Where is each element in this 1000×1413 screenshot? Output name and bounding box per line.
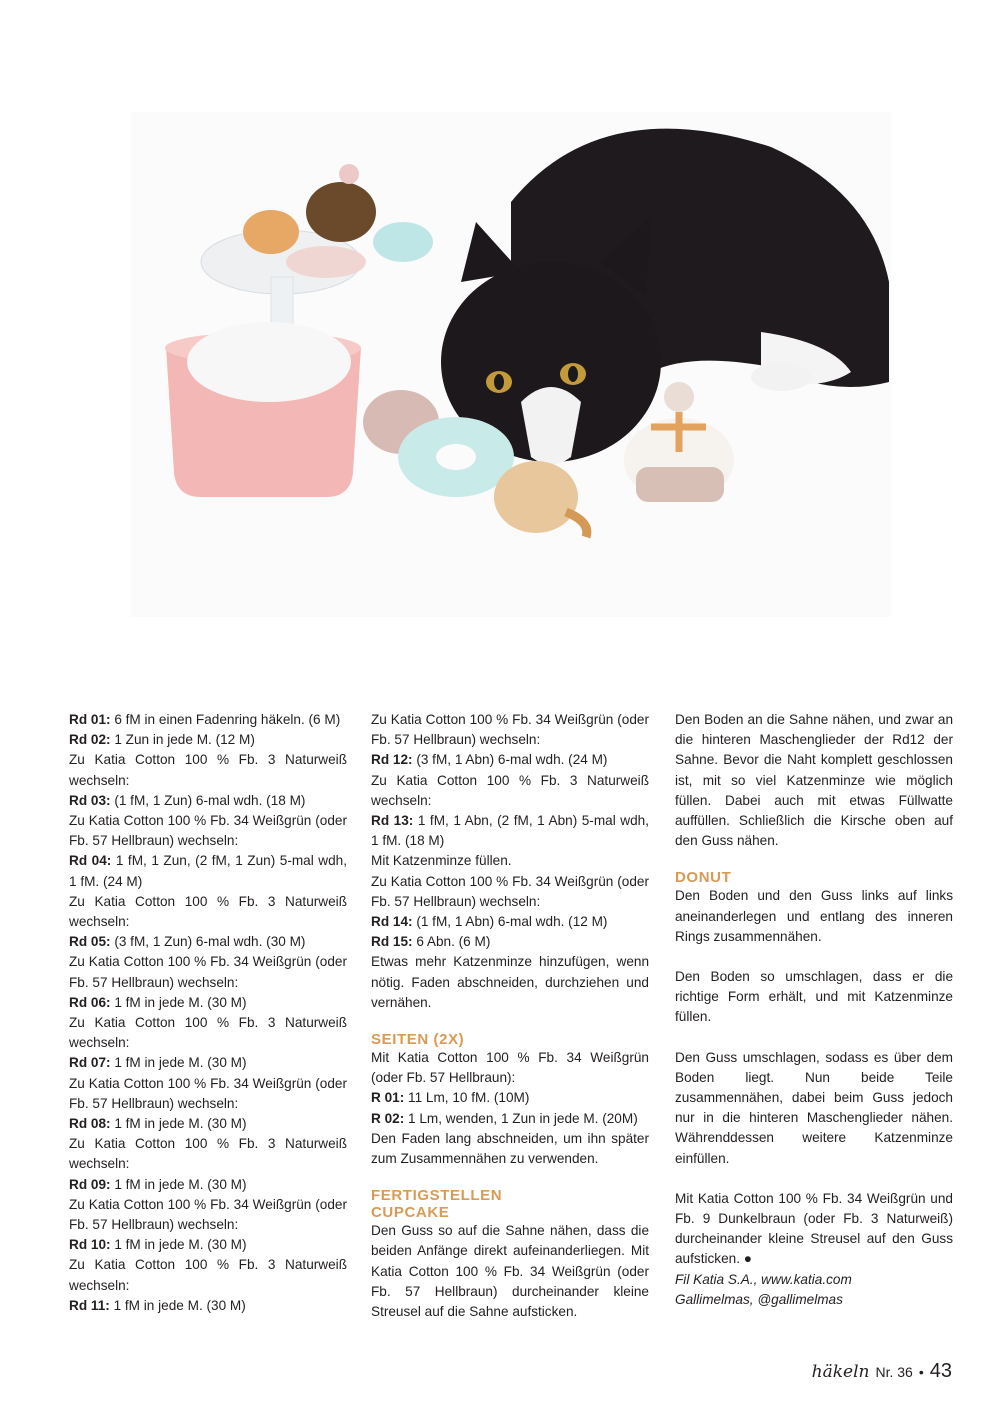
instruction-text: Zu Katia Cotton 100 % Fb. 3 Naturweiß wechseln: [371,772,649,808]
instruction-row [69,892,347,932]
credit-line: Gallimelmas, @gallimelmas [675,1291,843,1307]
column-2 [371,710,649,1322]
instruction-row [69,1013,347,1053]
round-label: Rd 06: [69,994,111,1010]
round-label: Rd 07: [69,1055,111,1071]
instruction-text: Zu Katia Cotton 100 % Fb. 34 Weißgrün (oder Fb. 57 Hellbraun) wechseln: [69,1196,347,1233]
instruction-text: Zu Katia Cotton 100 % Fb. 34 Weißgrün (oder Fb. 57 Hellbraun) wechseln: [69,813,347,849]
instruction-row [69,1114,347,1134]
instruction-row [371,912,649,932]
instruction-row [69,791,347,811]
issue-number: Nr. 36 [875,1364,913,1380]
paragraph: Den Boden und den Guss links auf links aneinanderlegen und entlang des inneren Rings zusammennähen. [675,888,953,944]
instruction-text: Den Faden lang abschneiden, um ihn später zum Zusammennähen zu verwenden. [371,1130,649,1167]
instruction-row [69,1296,347,1316]
cat-with-crochet-toys-photo [131,112,891,617]
instruction-row [69,811,347,851]
round-label: R 01: [371,1090,405,1106]
instruction-row [371,750,649,770]
paragraph: Mit Katia Cotton 100 % Fb. 34 Weißgrün und Fb. 9 Dunkelbraun (oder Fb. 3 Naturweiß) durcheinander kleine Streusel auf den Guss aufsticken. ● [675,1190,953,1267]
instruction-row [371,771,649,811]
round-label: Rd 09: [69,1176,111,1192]
instruction-text: Zu Katia Cotton 100 % Fb. 34 Weißgrün (oder Fb. 57 Hellbraun) wechseln: [69,1075,347,1111]
instruction-row [371,1048,649,1088]
round-label: Rd 10: [69,1237,111,1253]
instruction-row [371,1129,649,1169]
instruction-row [69,730,347,750]
paragraph: Den Guss umschlagen, sodass es über dem Boden liegt. Nun beide Teile zusammennähen, dabei beim Guss jedoch nur in die hinteren Maschenglieder nähen. Währenddessen weitere Katzenminze einfüllen. [675,1049,953,1166]
round-label: Rd 14: [371,914,413,930]
instruction-text: Zu Katia Cotton 100 % Fb. 3 Naturweiß wechseln: [69,1136,347,1172]
round-label: R 02: [371,1110,405,1126]
instruction-text: 1 fM in jede M. (30 M) [110,1116,247,1132]
instruction-text: 11 Lm, 10 fM. (10M) [404,1090,530,1106]
magazine-brand: häkeln [811,1362,870,1382]
instruction-text: Zu Katia Cotton 100 % Fb. 34 Weißgrün (oder Fb. 57 Hellbraun) wechseln: [371,712,649,748]
instruction-text: 1 Zun in jede M. (12 M) [110,732,255,748]
instruction-row [69,1053,347,1073]
instruction-row [69,932,347,952]
instruction-text: (3 fM, 1 Abn) 6-mal wdh. (24 M) [412,752,608,768]
credit-line: Fil Katia S.A., www.katia.com [675,1271,852,1287]
round-label: Rd 01: [69,712,111,727]
section-heading: DONUT [675,869,732,887]
instruction-text: Etwas mehr Katzenminze hinzufügen, wenn nötig. Faden abschneiden, durchziehen und vernähen. [371,954,649,1010]
instruction-text: (3 fM, 1 Zun) 6-mal wdh. (30 M) [110,934,306,950]
instruction-text: 1 fM in jede M. (30 M) [109,1297,246,1313]
instruction-text: Mit Katia Cotton 100 % Fb. 34 Weißgrün (oder Fb. 57 Hellbraun): [371,1050,649,1086]
instruction-row [69,1195,347,1235]
instruction-text: (1 fM, 1 Zun) 6-mal wdh. (18 M) [110,792,306,808]
round-label: Rd 03: [69,792,111,808]
instruction-row [371,851,649,871]
round-label: Rd 12: [371,752,413,768]
instruction-row [69,1074,347,1114]
instruction-text: 1 fM in jede M. (30 M) [110,1176,247,1192]
instruction-text: 1 fM, 1 Abn, (2 fM, 1 Abn) 5-mal wdh, 1 fM. (18 M) [371,813,649,849]
round-label: Rd 15: [371,934,413,950]
page-number: 43 [929,1360,952,1382]
instruction-row [69,851,347,891]
section-heading: SEITEN (2X) [371,1031,465,1049]
instruction-text: Zu Katia Cotton 100 % Fb. 34 Weißgrün (oder Fb. 57 Hellbraun) wechseln: [371,873,649,909]
instruction-row [371,811,649,851]
instruction-row [69,1175,347,1195]
paragraph: Den Boden an die Sahne nähen, und zwar an die hinteren Maschenglieder der Rd12 der Sahne. Bevor die Naht komplett geschlossen ist, mit so viel Katzenminze wie möglich füllen. Dabei auch mit etwas Füllwatte auffüllen. Schließlich die Kirsche oben auf den Guss nähen. [675,712,953,849]
instruction-row [371,932,649,952]
round-label: Rd 13: [371,813,414,829]
instruction-row [371,872,649,912]
instruction-text: 1 fM in jede M. (30 M) [110,1237,247,1253]
column-1 [69,710,347,1316]
instruction-row [371,710,649,750]
paragraph: Den Boden so umschlagen, dass er die richtige Form erhält, und mit Katzenminze füllen. [675,969,953,1025]
round-label: Rd 02: [69,732,111,748]
instruction-row [371,1088,649,1108]
instruction-text: Mit Katzenminze füllen. [371,853,512,869]
instruction-text: 1 fM in jede M. (30 M) [110,994,247,1010]
round-label: Rd 11: [69,1297,110,1313]
instruction-text: 1 fM, 1 Zun, (2 fM, 1 Zun) 5-mal wdh, 1 fM. (24 M) [69,853,348,889]
instruction-text: 6 Abn. (6 M) [412,934,491,950]
instruction-text: 1 fM in jede M. (30 M) [110,1055,247,1071]
instruction-row [69,710,347,730]
instruction-row [69,1255,347,1295]
instruction-text: 6 fM in einen Fadenring häkeln. (6 M) [110,712,341,727]
instruction-row [69,1235,347,1255]
instruction-row [69,952,347,992]
instruction-text: Zu Katia Cotton 100 % Fb. 34 Weißgrün (oder Fb. 57 Hellbraun) wechseln: [69,954,347,990]
paragraph: Den Guss so auf die Sahne nähen, dass die beiden Anfänge direkt aufeinanderliegen. Mit Katia Cotton 100 % Fb. 34 Weißgrün (oder Fb. 57 Hellbraun) durcheinander kleine Streusel auf die Sahne aufsticken. [371,1223,649,1320]
section-heading: CUPCAKE [371,1204,450,1222]
instruction-row [69,993,347,1013]
instruction-row [69,750,347,790]
instruction-text: 1 Lm, wenden, 1 Zun in jede M. (20M) [404,1110,638,1126]
instruction-row [371,952,649,1013]
round-label: Rd 05: [69,934,111,950]
column-3 [675,710,953,1310]
round-label: Rd 04: [69,853,112,869]
footer-bullet: • [918,1364,924,1380]
instruction-text: Zu Katia Cotton 100 % Fb. 3 Naturweiß wechseln: [69,893,347,930]
instruction-text: (1 fM, 1 Abn) 6-mal wdh. (12 M) [412,914,608,930]
instruction-row [371,1109,649,1129]
instruction-text: Zu Katia Cotton 100 % Fb. 3 Naturweiß wechseln: [69,1257,347,1293]
page-footer [812,1360,952,1383]
section-heading: FERTIGSTELLEN [371,1187,503,1205]
instruction-text: Zu Katia Cotton 100 % Fb. 3 Naturweiß wechseln: [69,752,347,788]
instruction-text: Zu Katia Cotton 100 % Fb. 3 Naturweiß wechseln: [69,1015,347,1051]
round-label: Rd 08: [69,1116,111,1132]
instruction-row [69,1134,347,1174]
